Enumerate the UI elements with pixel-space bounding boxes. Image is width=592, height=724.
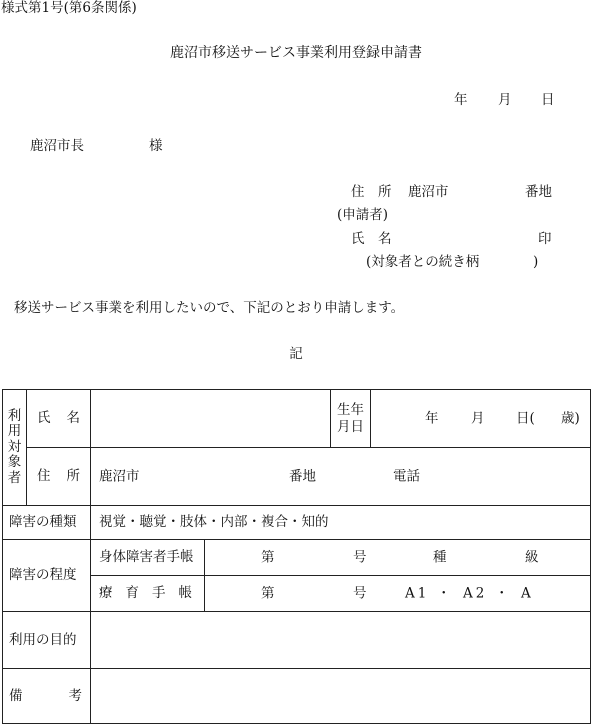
applicant-address-value: 鹿沼市 xyxy=(408,184,449,200)
rehab-cert-value-cell[interactable] xyxy=(205,576,591,612)
form-number: 様式第1号(第6条関係) xyxy=(1,0,137,16)
user-group-label xyxy=(3,409,26,487)
disability-type-label-cell xyxy=(3,506,91,540)
rehab-grade-separator: ・ xyxy=(495,585,509,602)
name-label-cell xyxy=(27,390,91,448)
remarks-label-cell xyxy=(3,669,91,724)
physical-grade: 級 xyxy=(525,549,539,566)
applicant-note: (申請者) xyxy=(337,207,389,223)
physical-no-prefix: 第 xyxy=(261,549,275,566)
physical-cert-label-cell xyxy=(91,540,205,576)
table-row-rehab-cert xyxy=(3,576,591,612)
rehab-no-suffix: 号 xyxy=(353,585,367,602)
applicant-name-label: 氏 名 xyxy=(351,231,392,247)
birth-label-line1: 生年 xyxy=(337,401,364,418)
address-input-cell[interactable] xyxy=(91,448,591,506)
disability-type-label: 障害の種類 xyxy=(9,514,77,531)
user-group-label-char: 象 xyxy=(7,454,22,471)
address-city: 鹿沼市 xyxy=(99,468,140,485)
disability-level-label-cell xyxy=(3,540,91,612)
name-label-char-1: 氏 xyxy=(37,410,51,427)
rehab-label-char: 手 xyxy=(152,585,166,602)
purpose-input-cell[interactable] xyxy=(91,612,591,669)
date-month: 月 xyxy=(498,92,512,108)
relation-close: ) xyxy=(533,254,539,270)
birth-label-line2: 月日 xyxy=(337,418,364,435)
table-row-address xyxy=(3,448,591,506)
birth-month: 月 xyxy=(471,410,485,427)
user-group-label-char: 者 xyxy=(7,469,22,486)
address-label-cell xyxy=(27,448,91,506)
disability-type-value-cell[interactable] xyxy=(91,506,591,540)
date-year: 年 xyxy=(454,92,468,108)
addressee-honorific: 様 xyxy=(149,138,163,154)
rehab-no-prefix: 第 xyxy=(261,585,275,602)
table-row-purpose xyxy=(3,612,591,669)
record-mark: 記 xyxy=(289,346,303,362)
table-row-physical-cert xyxy=(3,540,591,576)
rehab-grade-a: A xyxy=(521,585,531,602)
birth-day: 日( xyxy=(516,410,535,427)
rehab-label-char: 療 xyxy=(99,585,113,602)
applicant-address-suffix: 番地 xyxy=(525,184,552,200)
remarks-label-char-2: 考 xyxy=(68,687,82,704)
birth-input-cell[interactable] xyxy=(371,390,591,448)
applicant-address-label: 住 所 xyxy=(351,184,392,200)
name-label-char-2: 名 xyxy=(66,410,80,427)
rehab-grade-separator: ・ xyxy=(437,585,451,602)
rehab-grade-a2: A2 xyxy=(463,585,488,602)
birth-label-cell xyxy=(331,390,371,448)
physical-class: 種 xyxy=(433,549,447,566)
disability-level-label: 障害の程度 xyxy=(9,567,77,584)
relation-open: (対象者との続き柄 xyxy=(366,254,480,270)
birth-age: 歳) xyxy=(561,410,580,427)
rehab-label-char: 育 xyxy=(125,585,139,602)
application-statement: 移送サービス事業を利用したいので、下記のとおり申請します。 xyxy=(14,300,405,316)
date-day: 日 xyxy=(541,92,555,108)
rehab-grade-a1: A1 xyxy=(405,585,430,602)
user-group-label-char: 利 xyxy=(7,407,22,424)
phone-label: 電話 xyxy=(393,468,420,485)
physical-cert-value-cell[interactable] xyxy=(205,540,591,576)
remarks-input-cell[interactable] xyxy=(91,669,591,724)
seal-mark: 印 xyxy=(538,231,552,247)
table-row-name xyxy=(3,390,591,448)
document-title: 鹿沼市移送サービス事業利用登録申請書 xyxy=(170,45,422,61)
addressee-name: 鹿沼市長 xyxy=(30,138,84,154)
birth-year: 年 xyxy=(425,410,439,427)
user-group-label-char: 用 xyxy=(7,423,22,440)
table-row-remarks xyxy=(3,669,591,724)
rehab-label-char: 帳 xyxy=(178,585,192,602)
name-input-cell[interactable] xyxy=(91,390,331,448)
purpose-label-cell xyxy=(3,612,91,669)
purpose-label: 利用の目的 xyxy=(9,631,77,648)
remarks-label-char-1: 備 xyxy=(9,687,23,704)
address-label-char-1: 住 xyxy=(37,468,51,485)
table-row-disability-type xyxy=(3,506,591,540)
application-table xyxy=(2,389,591,724)
user-group-cell xyxy=(3,390,27,506)
physical-cert-label: 身体障害者手帳 xyxy=(99,549,194,566)
address-banchi: 番地 xyxy=(289,468,316,485)
rehab-label-cell xyxy=(91,576,205,612)
user-group-label-char: 対 xyxy=(7,438,22,455)
physical-no-suffix: 号 xyxy=(353,549,367,566)
address-label-char-2: 所 xyxy=(66,468,80,485)
disability-type-value: 視覚・聴覚・肢体・内部・複合・知的 xyxy=(99,514,329,531)
